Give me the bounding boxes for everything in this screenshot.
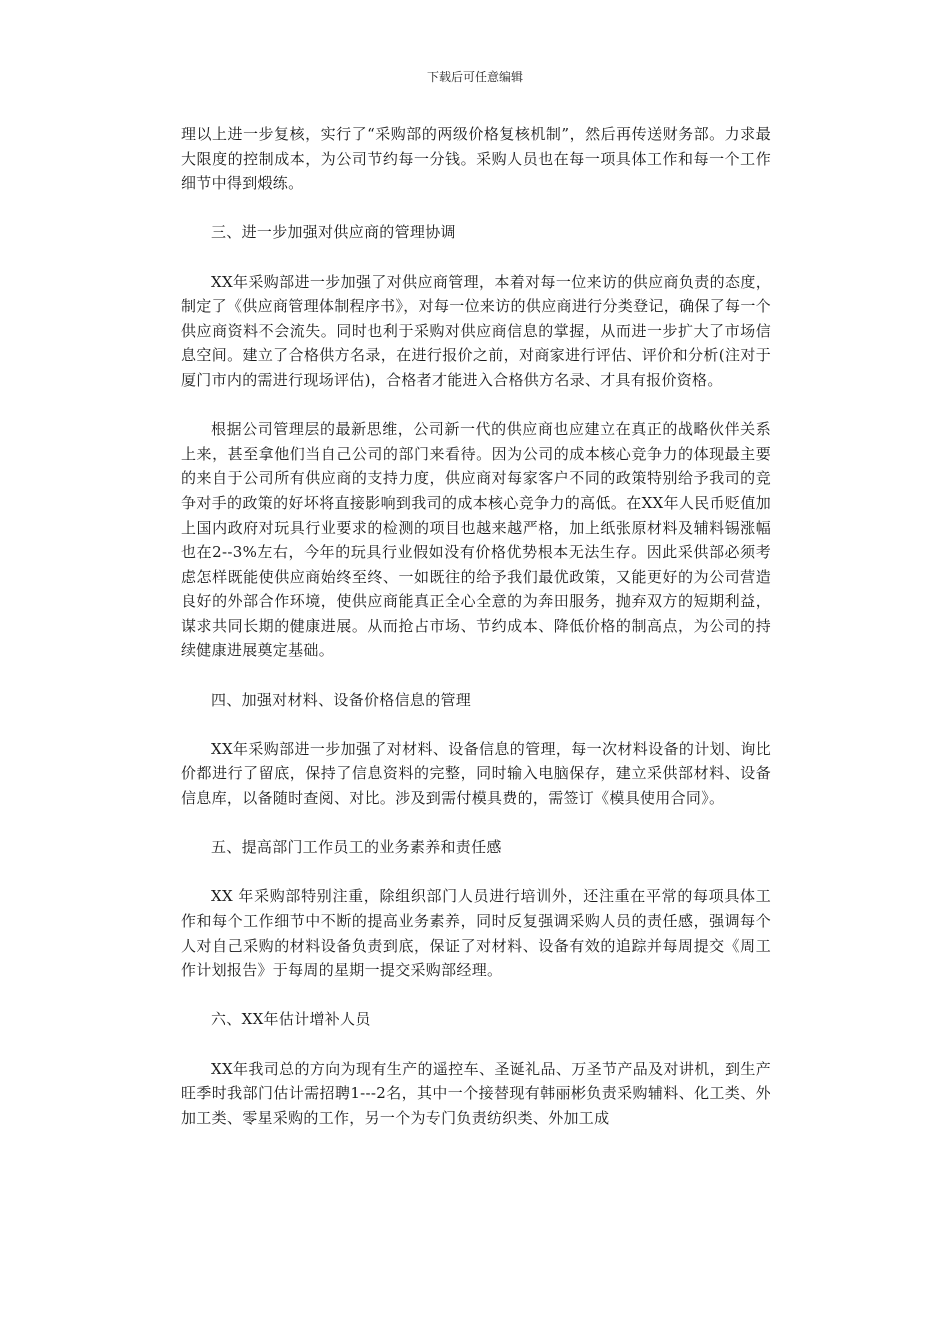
section-3-paragraph-2: 根据公司管理层的最新思维，公司新一代的供应商也应建立在真正的战略伙伴关系上来，甚至拿他们当自己公司的部门来看待。因为公司的成本核心竞争力的体现最主要的来自于公司所有供应商的支持力度，供应商对每家客户不同的政策特别给予我司的竞争对手的政策的好坏将直接影响到我司的成本核心竞争力的高低。在XX年人民币贬值加上国内政府对玩具行业要求的检测的项目也越来越严格，加上纸张原材料及辅料锡涨幅也在2--3%左右，今年的玩具行业假如没有价格优势根本无法生存。因此采供部必须考虑怎样既能使供应商始终至终、一如既往的给予我们最优政策，又能更好的为公司营造良好的外部合作环境，使供应商能真正全心全意的为奔田服务，抛弃双方的短期利益，谋求共同长期的健康进展。从而抢占市场、节约成本、降低价格的制高点，为公司的持续健康进展奠定基础。 (181, 420, 771, 660)
document-body (181, 122, 771, 1155)
section-3-paragraph-1: XX年采购部进一步加强了对供应商管理，本着对每一位来访的供应商负责的态度，制定了《供应商管理体制程序书》，对每一位来访的供应商进行分类登记，确保了每一个供应商资料不会流失。同时也利于采购对供应商信息的掌握，从而进一步扩大了市场信息空间。建立了合格供方名录，在进行报价之前，对商家进行评估、评价和分析(注对于厦门市内的需进行现场评估)，合格者才能进入合格供方名录、才具有报价资格。 (181, 272, 771, 389)
paragraph-continued: 理以上进一步复核，实行了“采购部的两级价格复核机制”，然后再传送财务部。力求最大限度的控制成本，为公司节约每一分钱。采购人员也在每一项具体工作和每一个工作细节中得到煅练。 (181, 125, 771, 193)
page-header-note: 下载后可任意编辑 (426, 70, 523, 84)
section-heading-5: 五、提高部门工作员工的业务素养和责任感 (211, 838, 502, 857)
section-heading-6: 六、XX年估计增补人员 (211, 1010, 371, 1029)
section-heading-4: 四、加强对材料、设备价格信息的管理 (211, 690, 472, 709)
section-4-paragraph-1: XX年采购部进一步加强了对材料、设备信息的管理，每一次材料设备的计划、询比价都进行了留底，保持了信息资料的完整，同时输入电脑保存，建立采供部材料、设备信息库，以备随时查阅、对比。涉及到需付模具费的，需签订《模具使用合同》。 (181, 739, 771, 808)
section-5-paragraph-1: XX 年采购部特别注重，除组织部门人员进行培训外，还注重在平常的每项具体工作和每个工作细节中不断的提高业务素养，同时反复强调采购人员的责任感，强调每个人对自己采购的材料设备负责到底，保证了对材料、设备有效的追踪并每周提交《周工作计划报告》于每周的星期一提交采购部经理。 (181, 887, 771, 980)
section-6-paragraph-1: XX年我司总的方向为现有生产的遥控车、圣诞礼品、万圣节产品及对讲机，到生产旺季时我部门估计需招聘1---2名，其中一个接替现有韩丽彬负责采购辅料、化工类、外加工类、零星采购的工作，另一个为专门负责纺织类、外加工成 (181, 1059, 771, 1127)
section-heading-3: 三、进一步加强对供应商的管理协调 (211, 223, 456, 242)
